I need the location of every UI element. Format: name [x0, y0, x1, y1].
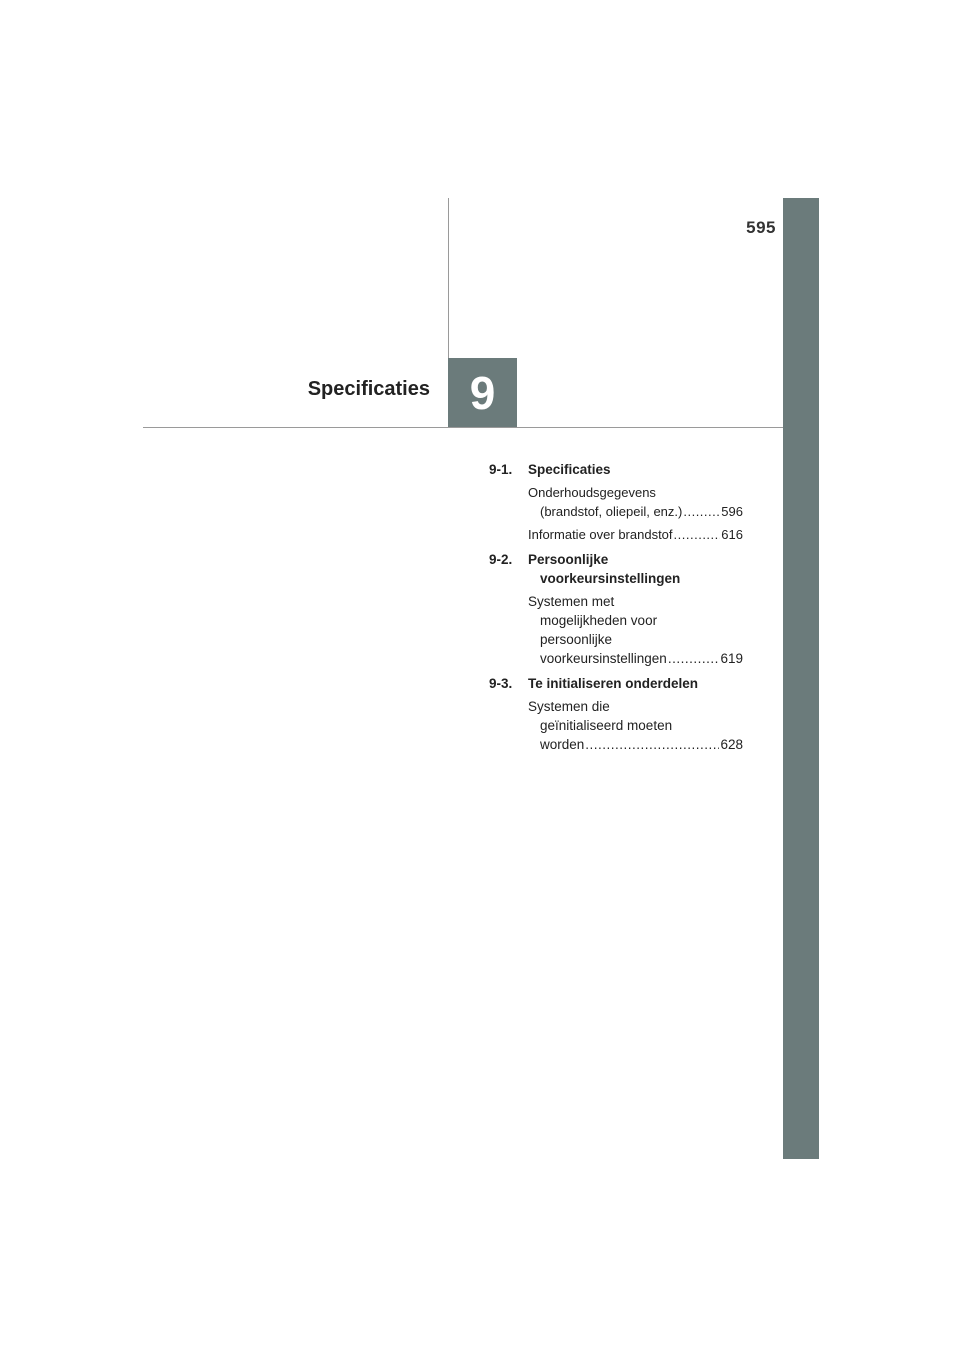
toc-entry-text: Onderhoudsgegevens	[528, 485, 656, 500]
chapter-number: 9	[469, 367, 496, 419]
chapter-title: Specificaties	[307, 378, 430, 400]
toc-entry[interactable]	[489, 592, 743, 668]
table-of-contents	[489, 460, 743, 760]
toc-section	[489, 460, 743, 544]
toc-entry-text: persoonlijke	[540, 632, 613, 647]
toc-section-number: 9-2.	[489, 552, 513, 567]
chapter-side-tab	[783, 198, 819, 1159]
dot-leader	[674, 525, 721, 544]
toc-section-title: Specificaties	[528, 462, 611, 477]
toc-entry-text: Informatie over brandstof	[528, 527, 673, 542]
chapter-number-box	[448, 358, 517, 428]
toc-entry-text: (brandstof, oliepeil, enz.)	[540, 504, 683, 519]
toc-entry-text: voorkeursinstellingen	[540, 651, 667, 666]
toc-entry-text: geïnitialiseerd moeten	[540, 718, 673, 733]
toc-section-number: 9-3.	[489, 676, 513, 691]
toc-entry-text: worden	[540, 737, 585, 752]
toc-entry-page: 616	[721, 527, 743, 542]
toc-entry-page: 628	[720, 737, 743, 752]
toc-entry-page: 619	[720, 651, 743, 666]
dot-leader	[585, 735, 719, 754]
page-number: 595	[746, 218, 776, 237]
toc-section-heading[interactable]	[489, 674, 743, 693]
toc-section-title: Persoonlijke voorkeursinstellingen	[528, 552, 681, 586]
dot-leader	[683, 502, 720, 521]
toc-section-title: Te initialiseren onderdelen	[528, 676, 699, 691]
toc-section	[489, 674, 743, 754]
horizontal-divider	[143, 427, 783, 428]
toc-entry-text: Systemen die	[528, 699, 610, 714]
vertical-divider	[448, 198, 449, 358]
toc-section-heading[interactable]	[489, 460, 743, 479]
toc-section	[489, 550, 743, 668]
toc-entry-page: 596	[721, 504, 743, 519]
toc-section-number: 9-1.	[489, 462, 513, 477]
toc-entry[interactable]	[489, 697, 743, 754]
toc-section-heading[interactable]	[489, 550, 743, 588]
toc-entry-text: Systemen met	[528, 594, 615, 609]
toc-entry-text: mogelijkheden voor	[540, 613, 658, 628]
toc-entry[interactable]	[489, 483, 743, 521]
toc-entry[interactable]	[489, 525, 743, 544]
dot-leader	[668, 649, 720, 668]
